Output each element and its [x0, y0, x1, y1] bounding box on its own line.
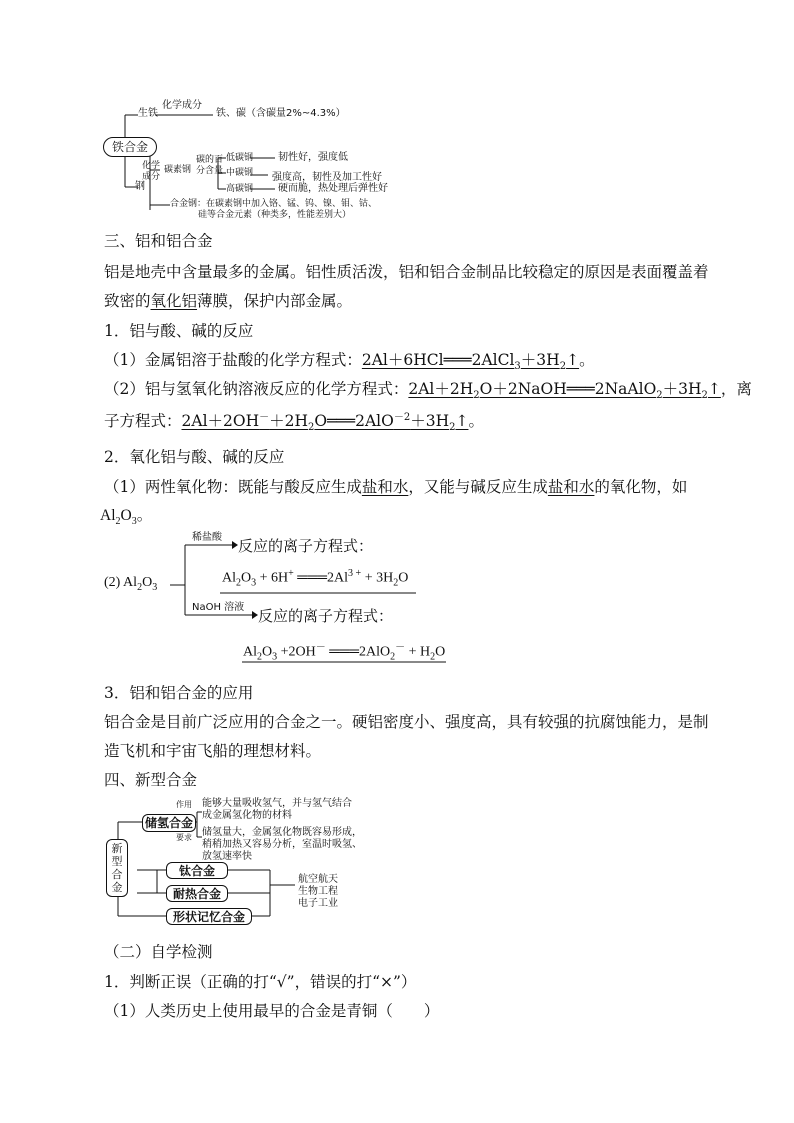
new-alloy-diagram	[100, 795, 380, 925]
base-eq-s4: 2	[430, 651, 436, 663]
base-eq-d: ═══2AlO	[325, 644, 391, 660]
q2-eq-s2: 2	[656, 390, 663, 402]
q2-ion-sup: －	[259, 412, 270, 423]
q2-ion-sup2: －2	[393, 412, 411, 423]
section3-heading: 三、铝和铝合金	[104, 232, 213, 250]
amph-pre: （1）两性氧化物：既能与酸反应生成	[104, 478, 362, 496]
acid-reaction-text: 反应的离子方程式：	[238, 537, 374, 555]
q2-dot: 。	[468, 412, 484, 431]
acid-eq-b: O	[241, 570, 252, 586]
iron-alloy-diagram	[100, 95, 400, 220]
base-eq-sup: －	[315, 642, 326, 653]
acid-eq-s2: 3	[251, 577, 257, 589]
acid-ionic-equation	[222, 568, 408, 588]
amphoteric-line2	[100, 506, 152, 532]
q2-ion-s2: 2	[449, 422, 456, 434]
base-eq-e: + H	[405, 644, 431, 660]
d2-label-b: O	[142, 575, 153, 590]
q1-eq-a: 2Al＋6HCl═══2AlCl	[361, 351, 515, 369]
section4-heading: 四、新型合金	[104, 771, 198, 789]
d2-label-s2: 3	[152, 581, 158, 593]
pig-iron-desc: 铁、碳（含碳量2%~4.3%）	[216, 108, 346, 119]
q1-line	[104, 350, 595, 377]
acid-eq-c: + 6H	[256, 570, 289, 586]
iron-alloy-root: 铁合金	[103, 137, 157, 157]
base-eq-sup2: －	[395, 642, 406, 653]
q2-eq-s3: 2	[701, 390, 708, 402]
app-aerospace: 航空航天	[298, 874, 338, 885]
q1-eq-sub1: 3	[514, 361, 521, 373]
steel-label: 钢	[135, 181, 145, 192]
alloy-steel-desc-1: 合金钢：在碳素钢中加入铬、锰、钨、镍、钼、钴、	[170, 199, 378, 209]
amph2-s2: 3	[131, 516, 137, 528]
role-label: 作用	[176, 800, 192, 809]
section3-sub1: 1．铝与酸、碱的反应	[104, 322, 254, 340]
base-eq-f: O	[435, 644, 446, 660]
base-eq-c: +2OH	[277, 644, 316, 660]
shape-memory-alloy: 形状记忆合金	[166, 908, 252, 925]
section3-para1-line2	[104, 291, 352, 311]
dilute-hcl-label: 稀盐酸	[192, 532, 222, 543]
pig-iron-label: 生铁	[138, 108, 158, 119]
amph2-b: O	[120, 507, 132, 524]
para1-line2-pre: 致密的	[104, 292, 151, 310]
q1-eq-b: ＋3H	[520, 351, 560, 369]
high-carbon-desc: 硬而脆，热处理后弹性好	[278, 183, 388, 194]
application-line1: 铝合金是目前广泛应用的合金之一。硬铝密度小、强度高，具有较强的抗腐蚀能力，是制	[104, 713, 709, 731]
q2-ion-e: ↑	[455, 412, 469, 431]
acid-eq-sup: +	[288, 568, 294, 579]
titanium-alloy: 钛合金	[166, 862, 228, 879]
base-eq-a: Al	[243, 644, 257, 660]
naoh-solution-label: NaOH 溶液	[192, 602, 245, 613]
carbon-steel-label: 碳素钢	[164, 165, 192, 175]
base-eq-s2: 3	[272, 651, 278, 663]
q2-ion-equation	[181, 412, 469, 434]
application-line2: 造飞机和宇宙飞船的理想材料。	[104, 742, 322, 760]
acid-eq-e: + 3H	[361, 570, 394, 586]
base-eq-s3: 2	[390, 651, 396, 663]
role-text-1: 能够大量吸收氢气，并与氢气结合	[202, 798, 352, 809]
app-electronics: 电子工业	[298, 898, 338, 909]
heat-resistant-alloy: 耐热合金	[166, 885, 228, 902]
section3-para1-line1: 铝是地壳中含量最多的金属。铝性质活泼，铝和铝合金制品比较稳定的原因是表面覆盖着	[104, 263, 709, 281]
q2-line2	[104, 408, 484, 438]
self-test-q1-1: （1）人类历史上使用最早的合金是青铜（ ）	[104, 1002, 440, 1020]
q2-equation	[408, 380, 721, 402]
base-eq-s1: 2	[257, 651, 262, 663]
alloy-steel-desc-2: 硅等合金元素（种类多，性能差别大）	[198, 210, 352, 220]
q2-eq-s1: 2	[473, 390, 480, 402]
amph2-c: 。	[136, 507, 153, 524]
q1-pre: （1）金属铝溶于盐酸的化学方程式：	[104, 351, 362, 369]
q2-ion-c: O═══2AlO	[314, 412, 394, 431]
self-test-q1: 1．判断正误（正确的打“√”，错误的打“×”）	[104, 973, 417, 991]
amph2-s1: 2	[115, 516, 121, 528]
q2-ion-b: ＋2H	[269, 412, 309, 431]
d2-label-a: (2) Al	[104, 575, 138, 590]
section3-sub3: 3．铝和铝合金的应用	[104, 684, 254, 702]
para1-line2-post: 薄膜，保护内部金属。	[197, 292, 353, 310]
new-alloy-root: 新型合金	[106, 839, 128, 897]
aluminum-oxide-term: 氧化铝	[150, 292, 198, 310]
acid-eq-f: O	[398, 570, 409, 586]
q1-equation	[361, 351, 580, 373]
alumina-label	[104, 575, 157, 593]
low-carbon-desc: 韧性好，强度低	[278, 152, 348, 163]
self-test-heading: （二）自学检测	[104, 943, 213, 961]
base-eq-b: O	[262, 644, 273, 660]
q1-dot: 。	[579, 351, 595, 369]
q2-eq-d: ↑	[707, 380, 721, 398]
req-text-2: 稍稍加热又容易分析，室温时吸氢、	[202, 839, 362, 850]
acid-eq-s1: 2	[236, 577, 241, 589]
q2-pre: （2）铝与氢氧化钠溶液反应的化学方程式：	[104, 380, 409, 398]
q2-post: ，离	[720, 380, 752, 398]
high-carbon-label: 高碳钢	[226, 184, 254, 194]
q2-line2-pre: 子方程式：	[104, 412, 182, 431]
base-ionic-equation	[243, 638, 445, 662]
hydrogen-storage-alloy: 储氢合金	[142, 814, 196, 832]
carbon-content-2: 分含量	[196, 166, 224, 176]
d2-label-s1: 2	[137, 581, 143, 593]
amph2-a: Al	[100, 507, 116, 524]
acid-eq-sup2: 3 +	[348, 568, 362, 579]
app-bioengineering: 生物工程	[298, 886, 338, 897]
amph-post: 的氧化物，如	[594, 478, 688, 496]
q2-ion-a: 2Al＋2OH	[181, 412, 260, 431]
mid-carbon-desc: 强度高，韧性及加工性好	[272, 172, 382, 183]
amph-mid: ，又能与碱反应生成	[408, 478, 548, 496]
q1-eq-c: ↑	[566, 351, 580, 369]
section3-sub2: 2．氧化铝与酸、碱的反应	[104, 448, 285, 466]
q2-eq-c: ＋3H	[662, 380, 702, 398]
low-carbon-label: 低碳钢	[226, 153, 254, 163]
base-reaction-text: 反应的离子方程式：	[258, 607, 394, 625]
steel-composition: 化学成分	[142, 161, 161, 182]
acid-eq-a: Al	[222, 570, 236, 586]
requirement-label: 要求	[176, 833, 192, 842]
amph-salt-water-1: 盐和水	[361, 478, 409, 496]
alumina-reaction-diagram	[100, 530, 460, 670]
q2-ion-s: 2	[308, 422, 315, 434]
carbon-content-1: 碳的百	[196, 155, 224, 165]
q2-eq-b: O＋2NaOH═══2NaAlO	[479, 380, 657, 398]
q2-eq-a: 2Al＋2H	[408, 380, 474, 398]
acid-eq-s3: 2	[393, 577, 399, 589]
req-text-3: 放氢速率快	[202, 851, 252, 862]
mid-carbon-label: 中碳钢	[226, 168, 254, 178]
q2-ion-d: ＋3H	[410, 412, 450, 431]
req-text-1: 储氢量大，金属氢化物既容易形成，	[202, 827, 362, 838]
q1-eq-sub2: 2	[559, 361, 567, 373]
pig-iron-composition: 化学成分	[162, 100, 202, 111]
acid-eq-d: ═══2Al	[293, 570, 349, 586]
role-text-2: 成金属氢化物的材料	[202, 810, 292, 821]
q2-line1	[104, 379, 752, 406]
amphoteric-line1	[104, 477, 687, 497]
amph-salt-water-2: 盐和水	[547, 478, 595, 496]
